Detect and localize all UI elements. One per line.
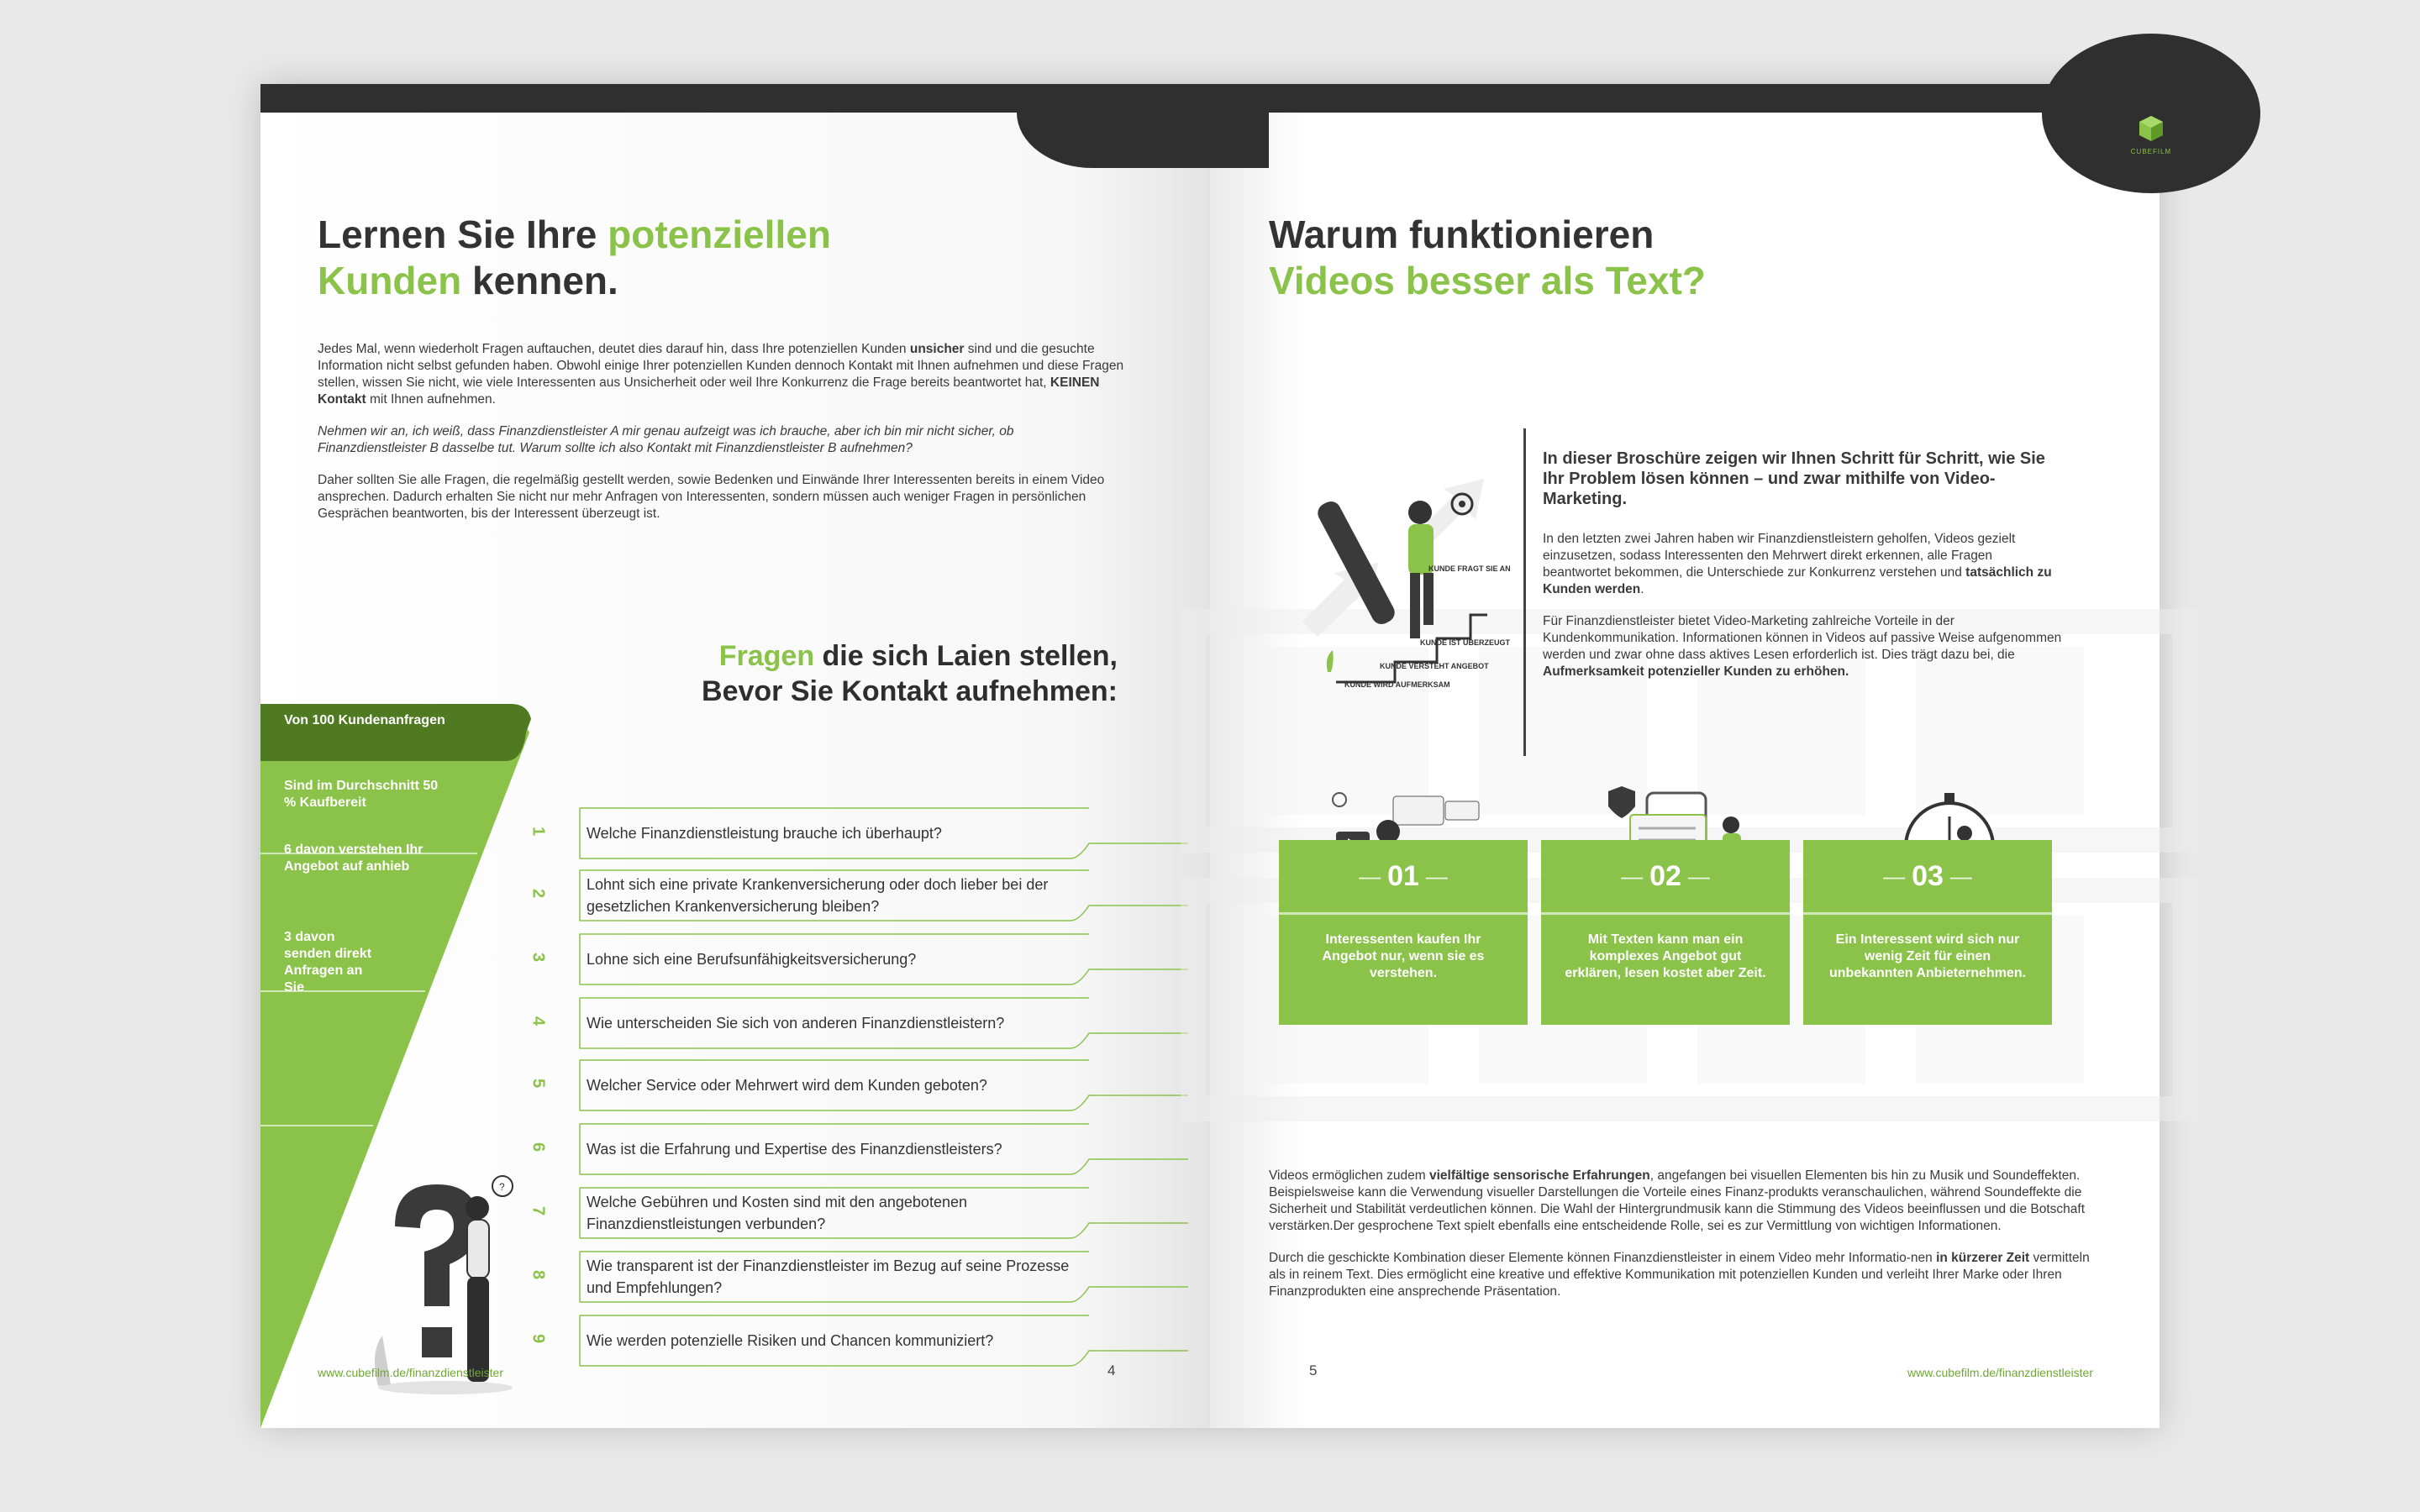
question-text: Wie unterscheiden Sie sich von anderen Finanzdienstleistern? [587,1015,1005,1032]
intro-paragraph-1: Jedes Mal, wenn wiederholt Fragen auftauchen, deutet dies darauf hin, dass Ihre potenziellen Kunden unsicher sind und die gesuchte Information nicht selbst gefunden haben. Obwohl einige Ihrer potenziellen Kunden dennoch Kontakt mit Ihnen aufnehmen und diese Fragen stellen, wissen Sie nicht, wie viele Interessenten aus Unsicherheit oder weil Ihre Konkurrenz die Frage bereits beantwortet hat, KEINEN Kontakt mit Ihnen aufnehmen. [318,342,1124,407]
question-number: 3 [529,952,548,963]
card-divider [1279,912,1528,915]
question-row [529,1188,1084,1238]
cubefilm-logo: CUBEFILM [2118,114,2185,155]
card-number-row: — 02 — [1621,859,1710,892]
page-number-right: 5 [1309,1362,1318,1378]
intro-text-right [1543,449,2064,696]
question-number: 4 [529,1016,548,1026]
funnel-step-4: 3 davon senden direkt Anfragen an Sie [284,930,372,995]
card-number-row: — 01 — [1359,859,1448,892]
question-bracket-line [575,1312,1197,1368]
question-text: Wie werden potenzielle Risiken und Chancen kommuniziert? [587,1332,994,1349]
footer-url-left[interactable]: www.cubefilm.de/finanzdienstleister [318,1366,503,1379]
footer-url-right[interactable]: www.cubefilm.de/finanzdienstleister [1907,1366,2093,1379]
question-row [529,1060,1084,1110]
card-divider [1803,912,2052,915]
outro-paragraph-2: Durch die geschickte Kombination dieser Elemente können Finanzdienstleister in einem Video mehr Informatio-nen in kürzerer Zeit vermitteln als in reinem Text. Dies ermöglicht eine kreative und effektive Kommunikation mit potenziellen Kunden und verleiht Ihrer Marke oder Ihren Finanzprodukten eine ansprechende Präsentation. [1269,1251,2090,1299]
page-title-right: Warum funktionieren Videos besser als Text? [1269,213,1706,302]
question-number: 6 [529,1142,548,1152]
funnel-step-3: 6 davon verstehen Ihr Angebot auf anhieb [284,843,424,874]
question-number: 1 [529,826,548,837]
svg-text:?: ? [499,1181,505,1193]
logo-tab [2042,34,2260,193]
benefit-card-1 [1279,840,1528,1025]
vertical-divider [1523,428,1526,756]
intro-paragraph-r1: In den letzten zwei Jahren haben wir Finanzdienstleistern geholfen, Videos gezielt einzusetzen, sodass Interessenten den Mehrwert direkt erkennen, alle Fragen beantwortet bekommen, die Unterschiede zur Konkurrenz verstehen und tatsächlich zu Kunden werden. [1543,532,2052,596]
question-text: Welche Finanzdienstleistung brauche ich überhaupt? [587,825,942,842]
stairs-illustration [1294,395,1512,697]
question-text: Welche Gebühren und Kosten sind mit den angebotenen Finanzdienstleistungen verbunden? [587,1194,967,1232]
question-bracket-line [575,931,1197,986]
question-bracket-line [575,1248,1197,1304]
top-tab-right [1210,84,1269,168]
question-row [529,808,1084,858]
question-row [529,1315,1084,1366]
brochure-spread [260,84,2172,1428]
question-number: 2 [529,888,548,899]
card-divider [1541,912,1790,915]
intro-paragraph-r2: Für Finanzdienstleister bietet Video-Marketing zahlreiche Vorteile in der Kundenkommunikation. Informationen können in Videos auf passive Weise aufgenommen werden und zwar ohne dass aktives Lesen erforderlich ist. Dies trägt dazu bei, die Aufmerksamkeit potenzieller Kunden zu erhöhen. [1543,614,2062,679]
page-number-left: 4 [1107,1362,1116,1378]
question-bracket-line [575,1184,1197,1240]
card-number: 02 [1649,859,1681,892]
intro-paragraph-2: Nehmen wir an, ich weiß, dass Finanzdienstleister A mir genau aufzeigt was ich brauche, aber ich bin mir nicht sicher, ob Finanzdienstleister B dasselbe tut. Warum sollte ich also Kontakt mit Finanzdienstleister B aufnehmen? [318,424,1014,455]
top-bar-right [1210,84,2160,113]
question-number: 5 [529,1078,548,1089]
top-tab [1017,84,1227,168]
question-row [529,998,1084,1048]
card-number-row: — 03 — [1883,859,1972,892]
question-number: 8 [529,1269,548,1280]
stairs-label-2: KUNDE IST ÜBERZEUGT [1420,638,1511,647]
intro-paragraph-3: Daher sollten Sie alle Fragen, die regelmäßig gestellt werden, sowie Bedenken und Einwände Ihrer Interessenten bereits in einem Video ansprechen. Dadurch erhalten Sie nicht nur mehr Anfragen von Interessenten, sondern müssen auch weniger Fragen in persönlichen Gesprächen beantworten, bis der Interessent überzeugt ist. [318,473,1105,521]
question-number: 9 [529,1333,548,1344]
question-text: Wie transparent ist der Finanzdienstleister im Bezug auf seine Prozesse und Empfehlungen? [587,1257,1070,1296]
stairs-label-4: KUNDE WIRD AUFMERKSAM [1344,680,1450,689]
question-row [529,870,1084,921]
page-left [260,84,1210,1428]
intro-text [318,341,1124,538]
question-bracket-line [575,1057,1197,1112]
questions-title: Fragen die sich Laien stellen, Bevor Sie Kontakt aufnehmen: [702,640,1118,707]
question-text: Lohne sich eine Berufsunfähigkeitsversicherung? [587,951,917,968]
question-text: Lohnt sich eine private Krankenversicherung oder doch lieber bei der gesetzlichen Krankenversicherung bleiben? [587,876,1049,915]
question-bracket-line [575,1121,1197,1176]
question-row [529,1124,1084,1174]
benefit-card-3 [1803,840,2052,1025]
card-number: 03 [1912,859,1944,892]
question-bracket-line [575,995,1197,1050]
stairs-label-1: KUNDE FRAGT SIE AN [1428,564,1511,573]
card-text: Mit Texten kann man ein komplexes Angebot gut erklären, lesen kostet aber Zeit. [1565,932,1766,980]
question-row [529,934,1084,984]
stairs-label-3: KUNDE VERSTEHT ANGEBOT [1380,662,1489,670]
question-text: Was ist die Erfahrung und Expertise des Finanzdienstleisters? [587,1141,1002,1158]
outro-paragraph-1: Videos ermöglichen zudem vielfältige sensorische Erfahrungen, angefangen bei visuellen Elementen bis hin zu Musik und Soundeffekten. Beispielsweise kann die Verwendung visueller Darstellungen die Vorteile eines Finanz-produkts veranschaulichen, während Soundeffekte die Sicherheit und Stabilität verdeutlichen können. Die Wahl der Hintergrundmusik kann die Stimmung des Videos beeinflussen und die Botschaft verstärken.Der gesprochene Text spielt ebenfalls eine entscheidende Rolle, sei es zur Vermittlung von wichtigen Informationen. [1269,1168,2086,1233]
question-text: Welcher Service oder Mehrwert wird dem Kunden geboten? [587,1077,987,1094]
page-title: Lernen Sie Ihre potenziellen Kunden kennen. [318,213,831,302]
question-row [529,1252,1084,1302]
card-number: 01 [1387,859,1419,892]
outro-text [1269,1168,2109,1315]
cube-logo-icon [2137,114,2165,143]
funnel-step-2: Sind im Durchschnitt 50 % Kaufbereit [284,779,439,810]
funnel-step-1: Von 100 Kundenanfragen [284,713,445,727]
intro-lead: In dieser Broschüre zeigen wir Ihnen Schritt für Schritt, wie Sie Ihr Problem lösen können – und zwar mithilfe von Video-Marketing. [1543,449,2045,508]
question-bracket-line [575,805,1197,860]
question-number: 7 [529,1205,548,1216]
page-right [1210,84,2172,1428]
card-text: Ein Interessent wird sich nur wenig Zeit für einen unbekannten Anbieternehmen. [1828,932,2027,980]
card-text: Interessenten kaufen Ihr Angebot nur, wenn sie es verstehen. [1322,932,1485,980]
benefit-card-2 [1541,840,1790,1025]
question-bracket-line [575,867,1197,922]
